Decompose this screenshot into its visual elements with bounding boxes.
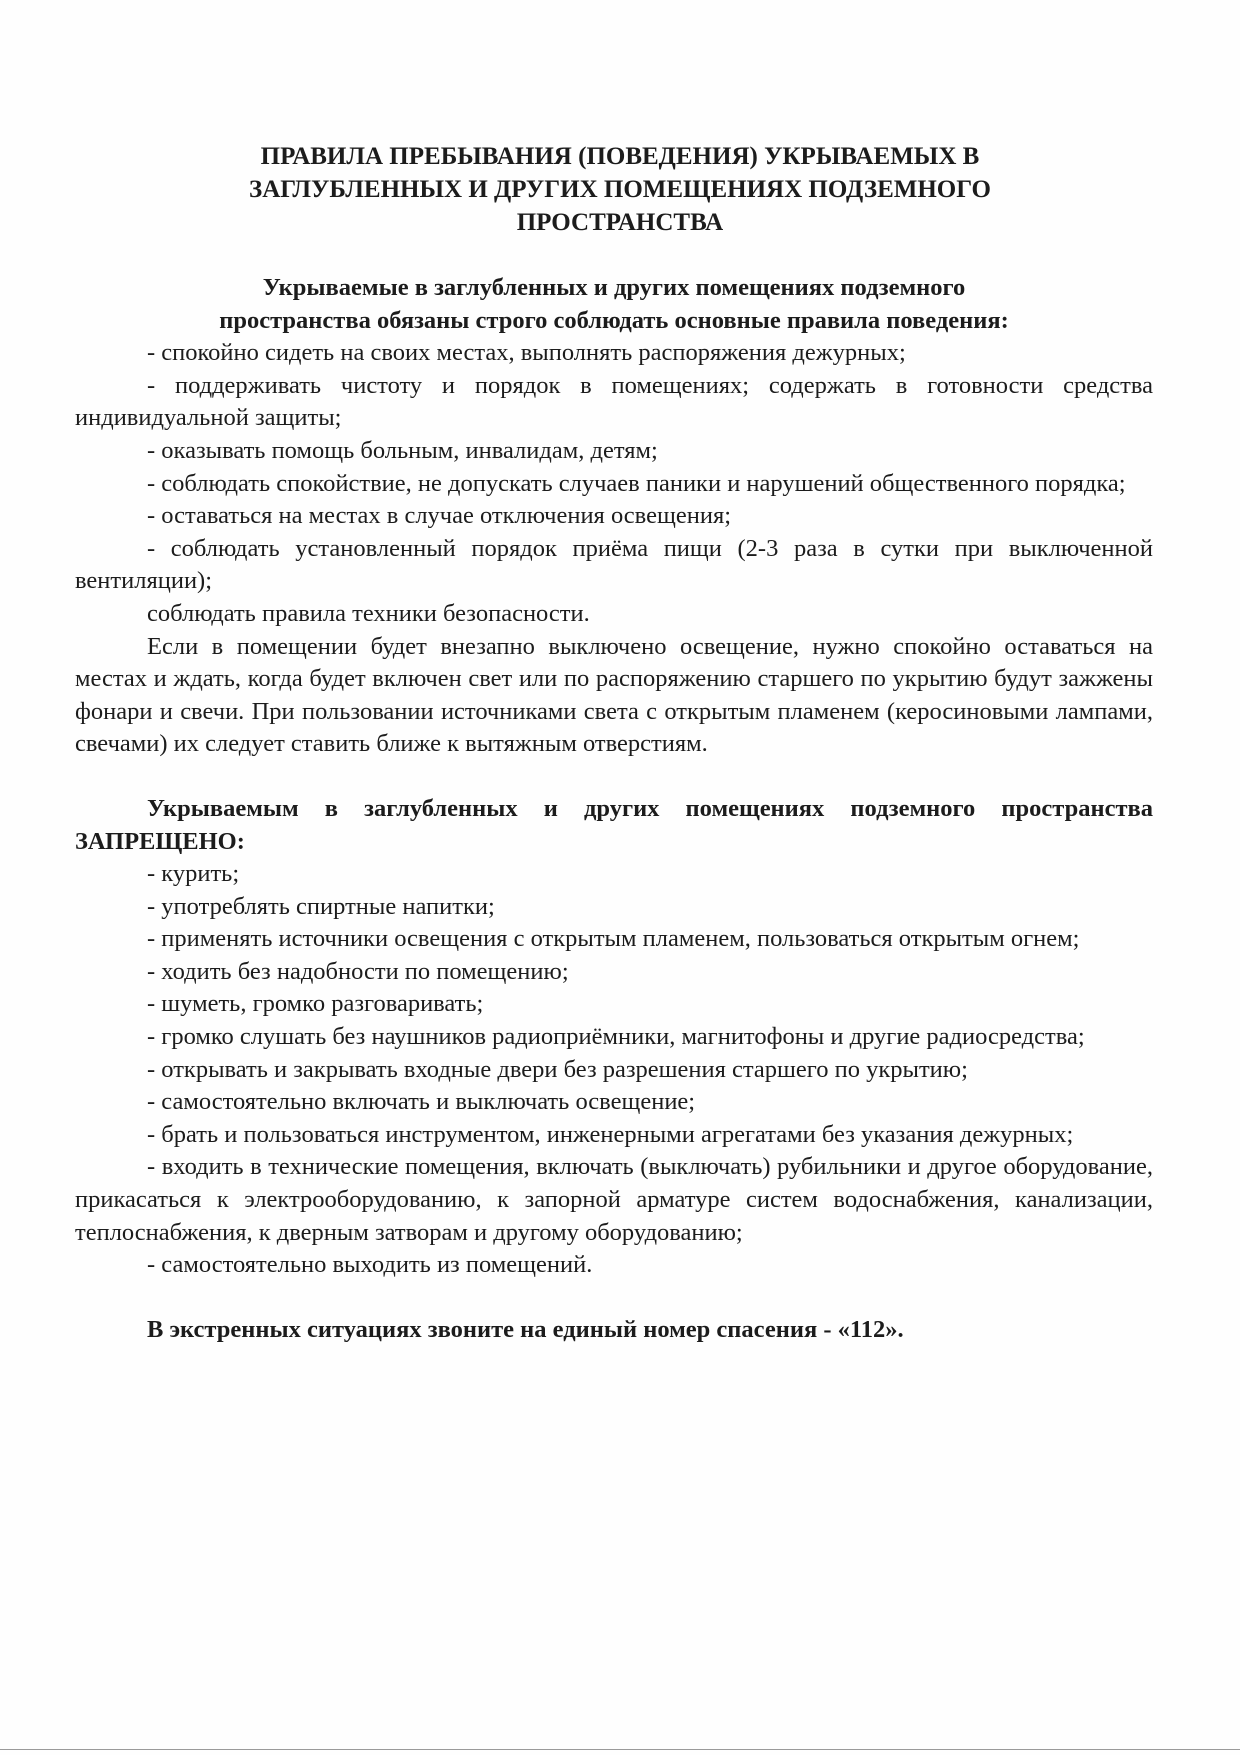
- prohibited-item: - шуметь, громко разговаривать;: [147, 990, 484, 1018]
- prohibited-item: - употреблять спиртные напитки;: [147, 892, 495, 920]
- emergency-note: В экстренных ситуациях звоните на единый номер спасения - «112».: [147, 1315, 904, 1343]
- document-body: [75, 272, 1153, 1346]
- lighting-paragraph: Если в помещении будет внезапно выключено освещение, нужно спокойно оставаться на местах и ждать, когда будет включен свет или по распоряжению старшего по укрытию будут зажжены фонари и свечи. При пользовании источниками света с открытым пламенем (керосиновыми лампами, свечами) их следует ставить ближе к вытяжным отверстиям.: [75, 632, 1153, 758]
- section-spacer: [75, 1282, 1153, 1314]
- title-line-1: ПРАВИЛА ПРЕБЫВАНИЯ (ПОВЕДЕНИЯ) УКРЫВАЕМЫХ В: [260, 143, 980, 170]
- title-line-2: ЗАГЛУБЛЕННЫХ И ДРУГИХ ПОМЕЩЕНИЯХ ПОДЗЕМНОГО: [249, 176, 991, 203]
- prohibited-item: - ходить без надобности по помещению;: [147, 957, 569, 985]
- section1-heading-line-1: Укрываемые в заглубленных и других помещениях подземного: [262, 274, 966, 301]
- rule-item: - соблюдать установленный порядок приёма пищи (2-3 раза в сутки при выключенной вентиляции);: [75, 534, 1153, 595]
- rule-item: - спокойно сидеть на своих местах, выполнять распоряжения дежурных;: [147, 339, 906, 367]
- prohibited-item: - открывать и закрывать входные двери без разрешения старшего по укрытию;: [147, 1055, 968, 1083]
- prohibited-item: - громко слушать без наушников радиоприёмники, магнитофоны и другие радиосредства;: [147, 1023, 1085, 1051]
- prohibited-item: - самостоятельно включать и выключать освещение;: [147, 1088, 696, 1116]
- section1-heading: [75, 272, 1153, 337]
- rule-item: - оказывать помощь больным, инвалидам, детям;: [147, 436, 658, 464]
- rule-item: - оставаться на местах в случае отключения освещения;: [147, 502, 732, 530]
- rule-item: - поддерживать чистоту и порядок в помещениях; содержать в готовности средства индивидуальной защиты;: [75, 371, 1153, 432]
- section2-heading: Укрываемым в заглубленных и других помещениях подземного пространства ЗАПРЕЩЕНО:: [75, 794, 1153, 855]
- page-bottom-edge: [0, 1749, 1240, 1750]
- prohibited-item: - входить в технические помещения, включать (выключать) рубильники и другое оборудование, прикасаться к электрооборудованию, к запорной арматуре систем водоснабжения, канализации, теплоснабжения, к дверным затворам и другому оборудованию;: [75, 1153, 1153, 1246]
- section1-heading-line-2: пространства обязаны строго соблюдать основные правила поведения:: [219, 306, 1009, 334]
- rule-item: соблюдать правила техники безопасности.: [147, 599, 590, 627]
- prohibited-item: - брать и пользоваться инструментом, инженерными агрегатами без указания дежурных;: [147, 1120, 1074, 1148]
- title-line-3: ПРОСТРАНСТВА: [516, 209, 724, 236]
- prohibited-item: - самостоятельно выходить из помещений.: [147, 1251, 593, 1279]
- section-spacer: [75, 761, 1153, 793]
- prohibited-item: - курить;: [147, 860, 240, 888]
- prohibited-item: - применять источники освещения с открытым пламенем, пользоваться открытым огнем;: [147, 925, 1080, 953]
- rule-item: - соблюдать спокойствие, не допускать случаев паники и нарушений общественного порядка;: [147, 469, 1126, 497]
- document-title: [150, 140, 1090, 239]
